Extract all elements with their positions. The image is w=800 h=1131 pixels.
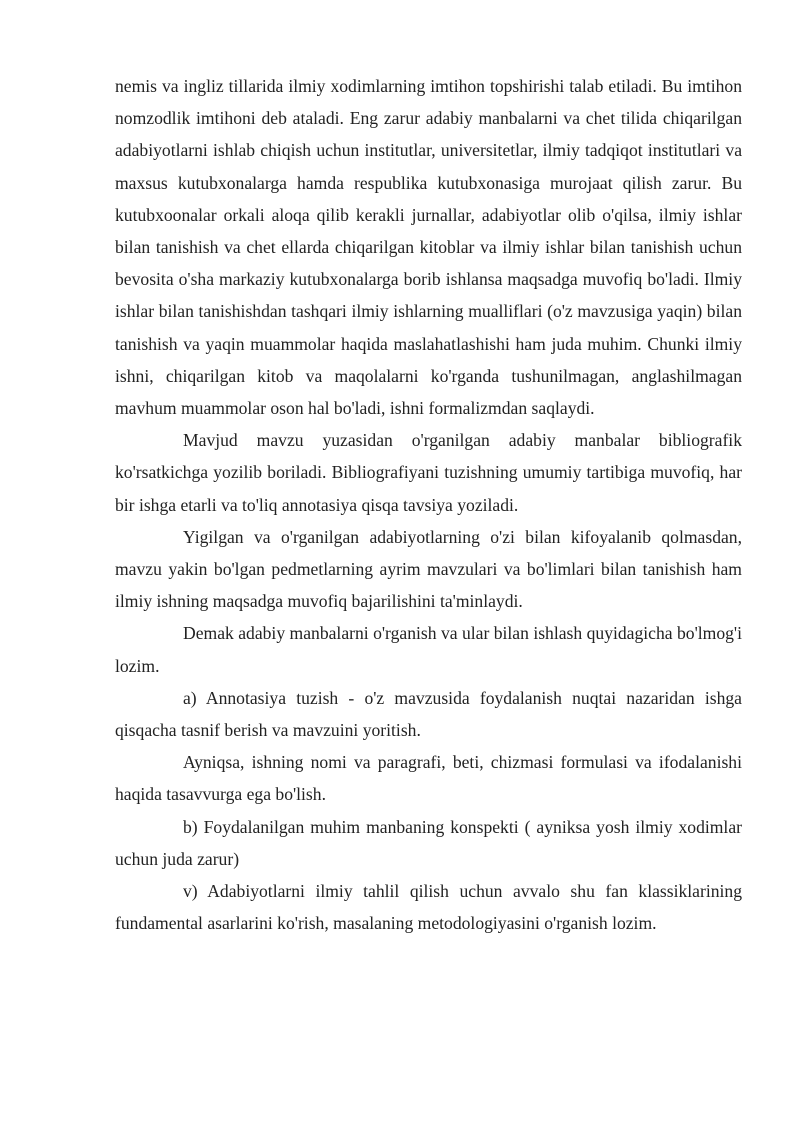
paragraph-especially: Ayniqsa, ishning nomi va paragrafi, beti, chizmasi formulasi va ifodalanishi haqida tasavvurga ega bo'lish.: [115, 752, 742, 805]
paragraph-conclusion: Demak adabiy manbalarni o'rganish va ular bilan ishlash quyidagicha bo'lmog'i lozim.: [115, 623, 742, 676]
document-body: [115, 70, 742, 939]
paragraph-related-subjects: Yigilgan va o'rganilgan adabiyotlarning o'zi bilan kifoyalanib qolmasdan, mavzu yakin bo'lgan pedmetlarning ayrim mavzulari va bo'limlari bilan tanishish ham ilmiy ishning maqsadga muvofiq bajarilishini ta'minlaydi.: [115, 526, 742, 612]
paragraph-bibliography: Mavjud mavzu yuzasidan o'rganilgan adabiy manbalar bibliografik ko'rsatkichga yozilib boriladi. Bibliografiyani tuzishning umumiy tartibiga muvofiq, har bir ishga etarli va to'liq annotasiya qisqa tavsiya yoziladi.: [115, 430, 742, 515]
list-item-a: a) Annotasiya tuzish - o'z mavzusida foydalanish nuqtai nazaridan ishga qisqacha tasnif berish va mavzuini yoritish.: [115, 687, 742, 741]
list-item-b: b) Foydalanilgan muhim manbaning konspekti ( ayniksa yosh ilmiy xodimlar uchun juda zarur): [115, 816, 742, 869]
paragraph-continuation: nemis va ingliz tillarida ilmiy xodimlarning imtihon topshirishi talab etiladi. Bu imtihon nomzodlik imtihoni deb ataladi. Eng zarur adabiy manbalarni va chet tilida chiqarilgan adabiyotlarni ishlab chiqish uchun institutlar, universitetlar, ilmiy tadqiqot institutlari va maxsus kutubxonalarga hamda respublika kutubxonasiga murojaat qilish zarur. Bu kutubxoonalar orkali aloqa qilib kerakli jurnallar, adabiyotlar olib o'qilsa, ilmiy ishlar bilan tanishish va chet ellarda chiqarilgan kitoblar va ilmiy ishlar bilan tanishish uchun bevosita o'sha markaziy kutubxonalarga borib ishlansa maqsadga muvofiq bo'ladi. Ilmiy ishlar bilan tanishishdan tashqari ilmiy ishlarning mualliflari (o'z mavzusiga yaqin) bilan tanishish va yaqin muammolar haqida maslahatlashishi ham juda muhim. Chunki ilmiy ishni, chiqarilgan kitob va maqolalarni ko'rganda tushunilmagan, anglashilmagan mavhum muammolar oson hal bo'ladi, ishni formalizmdan saqlaydi.: [115, 76, 742, 419]
list-item-v: v) Adabiyotlarni ilmiy tahlil qilish uchun avvalo shu fan klassiklarining fundamental asarlarini ko'rish, masalaning metodologiyasini o'rganish lozim.: [115, 881, 742, 934]
